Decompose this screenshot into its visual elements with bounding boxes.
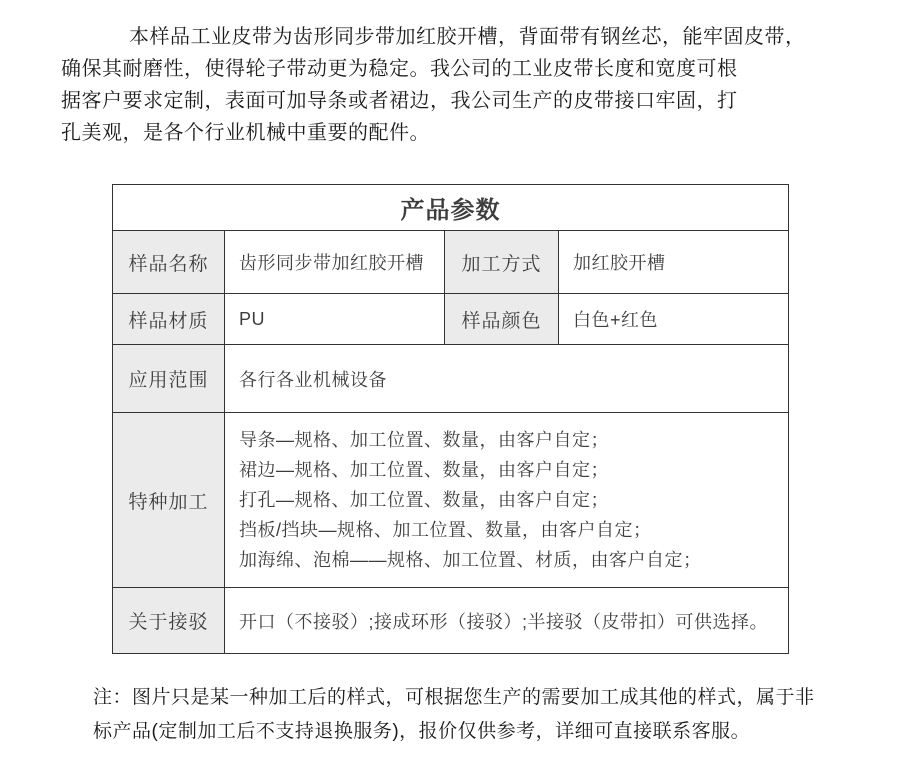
param-value-application-scope: 各行各业机械设备: [225, 345, 789, 413]
param-label-application-scope: 应用范围: [113, 345, 225, 413]
note-line: 标产品(定制加工后不支持退换服务)，报价仅供参考，详细可直接联系客服。: [93, 721, 751, 742]
intro-line: 据客户要求定制，表面可加导条或者裙边，我公司生产的皮带接口牢固，打: [61, 90, 738, 112]
intro-line: 本样品工业皮带为齿形同步带加红胶开槽，背面带有钢丝芯，能牢固皮带，: [129, 26, 806, 48]
param-value-sample-color: 白色+红色: [559, 294, 789, 345]
param-value-joint-method: 开口（不接驳）;接成环形（接驳）;半接驳（皮带扣）可供选择。: [225, 588, 789, 654]
special-processing-line: 裙边—规格、加工位置、数量，由客户自定；: [239, 460, 609, 480]
intro-line: 孔美观，是各个行业机械中重要的配件。: [61, 122, 430, 144]
param-value-special-processing: [225, 413, 789, 588]
param-value-sample-name: 齿形同步带加红胶开槽: [225, 231, 445, 294]
table-title: 产品参数: [113, 185, 789, 231]
param-label-processing-method: 加工方式: [445, 231, 559, 294]
special-processing-line: 打孔—规格、加工位置、数量，由客户自定；: [239, 490, 609, 510]
param-label-sample-name: 样品名称: [113, 231, 225, 294]
param-value-processing-method: 加红胶开槽: [559, 231, 789, 294]
param-label-special-processing: 特种加工: [113, 413, 225, 588]
bottom-note: [93, 681, 873, 749]
special-processing-line: 挡板/挡块—规格、加工位置、数量，由客户自定；: [239, 520, 652, 540]
special-processing-line: 导条—规格、加工位置、数量，由客户自定；: [239, 430, 609, 450]
intro-line: 确保其耐磨性，使得轮子带动更为稳定。我公司的工业皮带长度和宽度可根: [61, 58, 738, 80]
param-label-joint-method: 关于接驳: [113, 588, 225, 654]
param-value-sample-material: PU: [225, 294, 445, 345]
note-line: 注：图片只是某一种加工后的样式，可根据您生产的需要加工成其他的样式，属于非: [93, 687, 815, 708]
special-processing-line: 加海绵、泡棉——规格、加工位置、材质，由客户自定；: [239, 550, 702, 570]
intro-paragraph: [61, 21, 861, 149]
param-label-sample-color: 样品颜色: [445, 294, 559, 345]
param-label-sample-material: 样品材质: [113, 294, 225, 345]
product-params-table: [112, 184, 789, 654]
